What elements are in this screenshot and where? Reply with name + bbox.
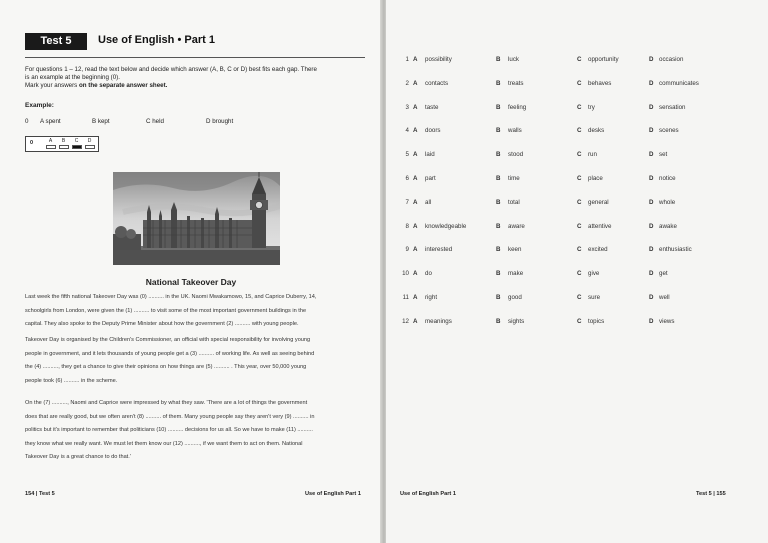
option-c: place [588,175,603,182]
option-a: knowledgeable [425,222,467,230]
option-letter-d: D [649,79,654,87]
text-line: schoolgirls from London, were given the (1) .......... to visit some of the most important government buildings in the [25,307,307,314]
option-c: topics [588,317,605,325]
question-number: 5 [405,151,409,159]
question-number: 6 [405,175,409,182]
text-line: they know what we really want. We must let them know our (12) .........., if we want them to act on them. National [25,440,303,447]
example-answer-box [25,136,99,152]
example-option-b: B kept [92,118,110,125]
option-d: enthusiastic [659,246,692,254]
option-c: opportunity [588,56,619,63]
question-number: 10 [402,270,409,278]
option-letter-a: A [413,56,418,63]
option-letter-b: B [496,79,501,87]
option-letter-b: B [496,246,501,254]
text-line: politics but it's important to remember that politicians (10) .......... decisions for us all. So we have to make (11) .......... [25,427,313,434]
header-rule [25,57,365,58]
left-page [0,0,382,543]
option-c: excited [588,246,608,254]
option-letter-a: A [413,79,418,87]
option-d: notice [659,175,676,182]
text-line: Takeover Day is a great chance to do that.' [25,454,131,461]
option-letter-d: D [649,294,654,301]
option-letter-a: A [413,270,418,278]
option-a: doors [425,127,441,135]
option-letter-b: B [496,222,501,230]
example-option-d: D brought [206,118,234,125]
option-b: good [508,294,522,301]
option-b: feeling [508,103,527,111]
option-d: well [659,294,670,301]
option-letter-b: B [496,317,501,325]
option-c: give [588,270,600,278]
example-option-a: A spent [40,118,61,125]
option-b: treats [508,79,524,87]
option-letter-b: B [496,56,501,63]
test-badge: Test 5 [25,33,87,50]
option-letter-c: C [577,222,582,230]
option-letter-c: C [577,294,582,301]
question-number: 2 [405,79,409,87]
question-number: 3 [405,103,409,111]
option-letter-d: D [649,246,654,254]
option-letter-b: B [496,151,501,159]
option-d: scenes [659,127,679,135]
text-line: capital. They also spoke to the Deputy Prime Minister about how the government (2) .......... with young people. [25,321,299,328]
option-letter-c: C [577,175,582,182]
option-letter-c: C [577,56,582,63]
option-b: keen [508,246,522,254]
option-a: possibility [425,56,452,63]
article-paragraph-1 [25,291,370,332]
instructions [25,66,370,90]
option-b: time [508,175,520,182]
option-letter-a: A [413,246,418,254]
question-number: 12 [402,317,409,325]
option-a: interested [425,246,453,254]
option-letter-a: A [413,103,418,111]
option-letter-a: A [413,294,418,301]
text-line: people in government, and it lets thousands of young people get a (3) .......... of working life. As well as seeing behind [25,350,315,357]
option-d: occasion [659,56,684,63]
example-num: 0 [25,118,29,125]
instructions-line [25,82,370,90]
page-footer-left: 154 | Test 5 [25,491,55,497]
option-c: attentive [588,222,612,230]
option-c: behaves [588,79,612,87]
text-line: people took (6) .......... in the scheme. [25,377,118,384]
option-letter-c: C [577,79,582,87]
option-d: sensation [659,103,686,111]
option-b: aware [508,222,525,230]
instructions-line: For questions 1 – 12, read the text below and decide which answer (A, B, C or D) best fits each gap. There [25,66,317,73]
option-a: all [425,198,432,206]
option-b: make [508,270,524,278]
question-number: 8 [405,222,409,230]
option-d: communicates [659,79,699,87]
option-letter-b: B [496,294,501,301]
option-c: desks [588,127,605,135]
option-letter-d: D [649,56,654,63]
option-d: set [659,151,668,159]
answer-cell-c: C [72,138,81,149]
option-a: meanings [425,317,452,325]
option-letter-a: A [413,151,418,159]
option-letter-b: B [496,103,501,111]
example-label: Example: [25,102,54,109]
option-letter-d: D [649,198,654,206]
option-c: try [588,103,595,111]
instructions-text: Mark your answers [25,82,79,89]
option-letter-c: C [577,246,582,254]
question-number: 11 [402,294,409,301]
option-c: sure [588,294,601,301]
option-letter-d: D [649,175,654,182]
option-letter-c: C [577,198,582,206]
option-a: taste [425,103,439,111]
option-letter-d: D [649,270,654,278]
option-letter-c: C [577,103,582,111]
article-paragraph-3 [25,397,370,465]
parliament-photo [113,172,280,265]
text-line: does that are really good, but we often aren't (8) .......... of them. Many young people say they aren't very (9) .......... in [25,413,315,420]
option-a: right [425,294,438,301]
question-number: 1 [405,56,409,63]
option-letter-a: A [413,317,418,325]
page-footer-right: Use of English Part 1 [305,491,361,497]
option-c: general [588,198,609,206]
option-letter-d: D [649,317,654,325]
instructions-line: is an example at the beginning (0). [25,74,120,81]
text-line: On the (7) .........., Naomi and Caprice were impressed by what they saw. 'There are a lot of things the government [25,400,308,406]
text-line: the (4) .........., they get a chance to give their opinions on how things are (5) .......... . This year, over 50,000 young [25,364,307,371]
option-letter-d: D [649,103,654,111]
option-letter-d: D [649,151,654,159]
page-footer-left: Use of English Part 1 [400,491,456,497]
option-a: laid [425,151,435,159]
question-number: 7 [405,198,409,206]
option-letter-d: D [649,127,654,135]
option-letter-a: A [413,198,418,206]
option-b: sights [508,317,525,325]
text-line: Last week the fifth national Takeover Day was (0) .......... in the UK. Naomi Mwakamowo, 15, and Caprice Duberry, 14, [25,294,317,300]
option-letter-c: C [577,317,582,325]
option-letter-b: B [496,270,501,278]
option-a: do [425,270,432,278]
answer-cell-d: D [85,138,94,149]
answer-cell-b: B [59,138,68,149]
option-letter-d: D [649,222,654,230]
option-a: contacts [425,79,449,87]
option-d: whole [659,198,676,206]
option-b: luck [508,56,520,63]
option-letter-a: A [413,222,418,230]
instructions-bold: on the separate answer sheet. [78,82,168,89]
answer-cell-a: A [46,138,55,149]
option-a: part [425,175,436,182]
question-number: 9 [405,246,409,254]
option-c: run [588,151,597,159]
option-letter-a: A [413,127,418,135]
example-option-c: C held [146,118,164,125]
option-b: walls [508,127,522,135]
section-title: Use of English • Part 1 [98,34,215,46]
page-footer-right: Test 5 | 155 [696,491,726,497]
text-line: Takeover Day is organised by the Children's Commissioner, an official with special responsibility for involving young [25,337,311,343]
option-letter-c: C [577,127,582,135]
question-number: 4 [405,127,409,135]
option-letter-b: B [496,198,501,206]
option-letter-b: B [496,127,501,135]
answer-box-num: 0 [30,140,34,146]
option-letter-c: C [577,270,582,278]
option-letter-b: B [496,175,501,182]
option-b: total [508,198,520,206]
article-paragraph-2 [25,334,370,388]
option-d: get [659,270,668,278]
option-d: views [659,317,675,325]
option-letter-c: C [577,151,582,159]
right-page [386,0,768,543]
option-letter-a: A [413,175,418,182]
article-title: National Takeover Day [145,277,237,287]
option-d: awake [659,222,677,230]
option-b: stood [508,151,524,159]
